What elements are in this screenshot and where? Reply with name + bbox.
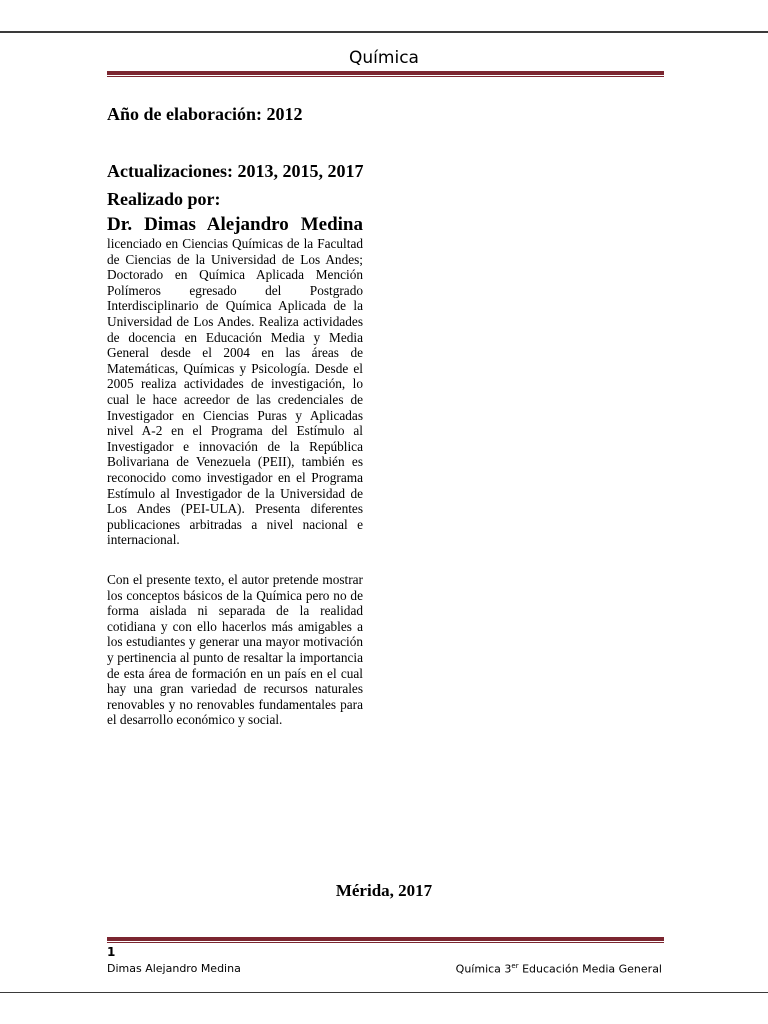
footer-author: Dimas Alejandro Medina: [107, 962, 241, 975]
page-header-title: Química: [349, 48, 419, 68]
made-by-heading: Realizado por:: [107, 189, 221, 209]
place-date: Mérida, 2017: [335, 881, 433, 900]
author-bio: licenciado en Ciencias Químicas de la Facultad de Ciencias de la Universidad de Los Andes; Doctorado en Química Aplicada Mención Polímeros egresado del Postgrado Interdisciplinario de Química Aplicada de la Universidad de Los Andes. Realiza actividades de docencia en Educación Media y Media General desde el 2004 en las áreas de Matemáticas, Químicas y Psicología. Desde el 2005 realiza actividades de investigación, lo cual le hace acreedor de las credenciales de Investigador en Ciencias Puras y Aplicadas nivel A-2 en el Programa del Estímulo al Investigador e innovación de la República Bolivariana de Venezuela (PEII), también es reconocido como investigador en el Programa Estímulo al Investigador de la Universidad de Los Andes (PEI-ULA). Presenta diferentes publicaciones arbitradas a nivel nacional e internacional.: [107, 236, 363, 548]
page-bottom-border: [0, 992, 768, 993]
intro-paragraph: Con el presente texto, el autor pretende mostrar los conceptos básicos de la Química pero no de forma aislada ni separada de la realidad cotidiana y con ello hacerlos más amigables a los estudiantes y generar una mayor motivación y pertinencia al punto de resaltar la importancia de esta área de formación en un país en el cual hay una gran variedad de recursos naturales renovables y no renovables fundamentales para el desarrollo económico y social.: [107, 572, 363, 728]
footer-course-prefix: Química 3: [455, 962, 512, 976]
footer-rule: [107, 937, 664, 943]
author-name: Dr. Dimas Alejandro Medina: [107, 214, 363, 235]
updates-heading: Actualizaciones: 2013, 2015, 2017: [107, 161, 364, 181]
year-heading: Año de elaboración: 2012: [107, 104, 303, 124]
header-rule: [107, 71, 664, 77]
page-number: 1: [107, 945, 116, 959]
footer-course: [456, 962, 662, 976]
footer-course-suffix: Educación Media General: [518, 962, 662, 976]
page-top-border: [0, 31, 768, 33]
footer-course-sup: er: [511, 962, 519, 970]
